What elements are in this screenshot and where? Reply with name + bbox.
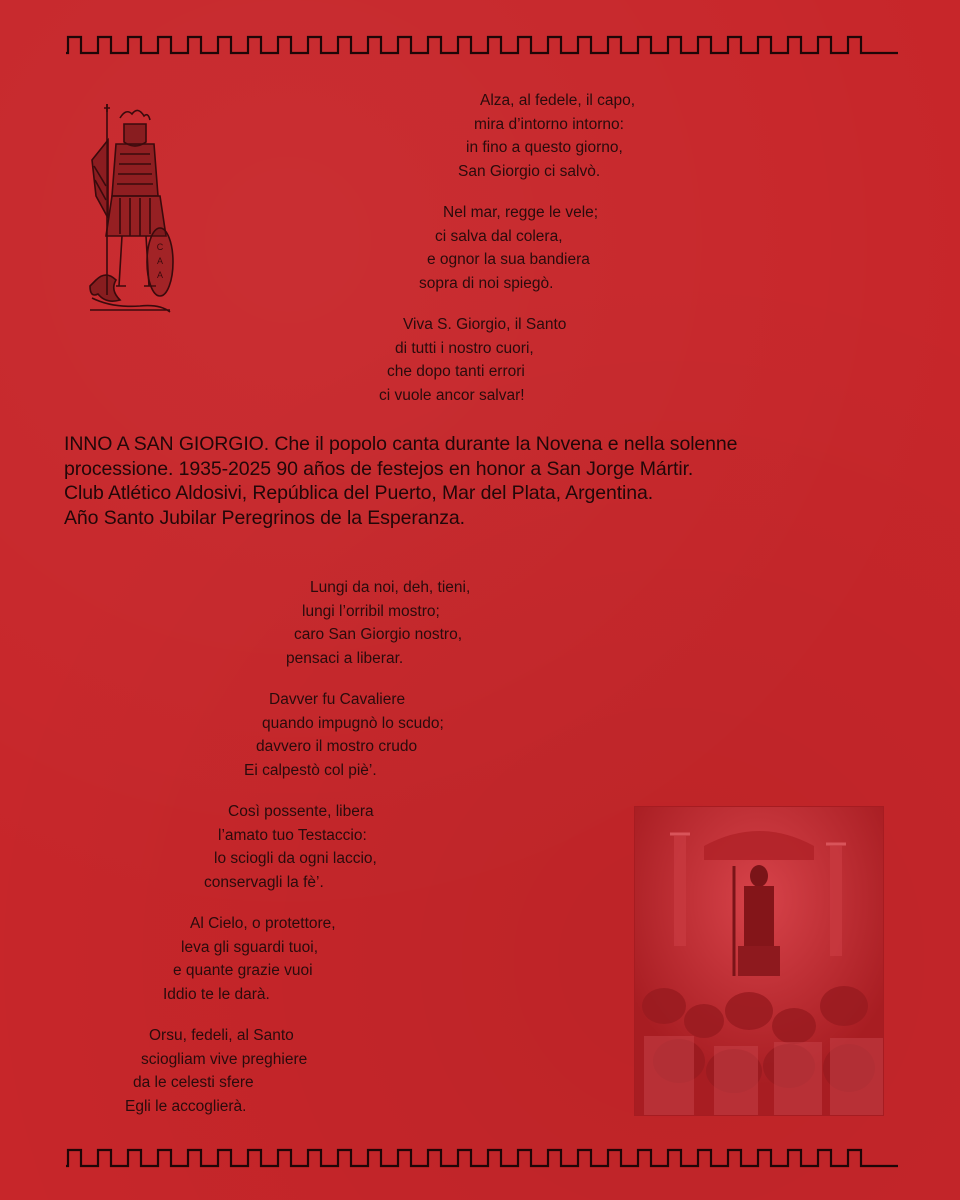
svg-text:C: C: [156, 242, 164, 252]
verse-line: Iddio te le darà.: [163, 985, 270, 1003]
verse-line: Davver fu Cavaliere: [269, 691, 406, 708]
stanza-top-3: [379, 313, 566, 407]
verse-line: Orsu, fedeli, al Santo: [149, 1027, 294, 1044]
headline-paragraph: [64, 432, 924, 530]
verse-line: Ei calpestò col piè’.: [244, 761, 377, 779]
verse-line: conservagli la fè’.: [204, 873, 324, 891]
stanza-bottom-4: [163, 912, 336, 1006]
stanza-bottom-3: [204, 800, 377, 894]
verse-line: da le celesti sfere: [133, 1074, 254, 1091]
greek-key-border-bottom: [66, 1147, 898, 1169]
stanza-bottom-1: [286, 576, 470, 670]
verse-line: ci salva dal colera,: [435, 227, 563, 245]
stanza-top-1: [458, 89, 635, 183]
verse-line: pensaci a liberar.: [286, 649, 404, 667]
stanza-bottom-2: [244, 688, 444, 782]
stanza-top-2: [419, 201, 598, 295]
stanza-bottom-5: [125, 1024, 307, 1118]
verse-line: di tutti i nostro cuori,: [395, 339, 534, 357]
headline-line: INNO A SAN GIORGIO. Che il popolo canta durante la Novena e nella solenne: [64, 433, 738, 455]
verse-line: leva gli sguardi tuoi,: [181, 938, 318, 956]
greek-key-border-top: [66, 34, 898, 56]
verse-line: Al Cielo, o protettore,: [190, 915, 336, 932]
saint-george-figure-icon: [86, 100, 176, 320]
verse-line: ci vuole ancor salvar!: [379, 386, 525, 404]
headline-line: Club Atlético Aldosivi, República del Puerto, Mar del Plata, Argentina.: [64, 482, 654, 504]
verse-line: Viva S. Giorgio, il Santo: [403, 316, 567, 333]
verse-line: davvero il mostro crudo: [256, 738, 418, 755]
verse-line: e quante grazie vuoi: [173, 962, 313, 979]
verse-line: che dopo tanti errori: [387, 363, 525, 380]
verse-line: Così possente, libera: [228, 803, 374, 820]
verse-line: Lungi da noi, deh, tieni,: [310, 579, 471, 596]
procession-photo: [634, 806, 884, 1116]
verse-line: quando impugnò lo scudo;: [262, 714, 444, 732]
verse-line: mira d’intorno intorno:: [474, 115, 624, 133]
verse-line: in fino a questo giorno,: [466, 139, 623, 156]
verse-line: sciogliam vive preghiere: [141, 1050, 308, 1068]
headline-line: Año Santo Jubilar Peregrinos de la Esperanza.: [64, 506, 465, 529]
verse-line: San Giorgio ci salvò.: [458, 162, 601, 180]
verse-line: l’amato tuo Testaccio:: [218, 826, 367, 844]
verse-line: lo sciogli da ogni laccio,: [214, 850, 377, 867]
procession-photo-icon: [634, 806, 884, 1116]
verse-line: e ognor la sua bandiera: [427, 251, 590, 268]
verse-line: lungi l’orribil mostro;: [302, 602, 440, 620]
verse-line: Nel mar, regge le vele;: [443, 204, 599, 221]
svg-text:A: A: [156, 256, 164, 266]
verse-line: Egli le accoglierà.: [125, 1097, 247, 1115]
verse-line: sopra di noi spiegò.: [419, 274, 554, 292]
svg-text:A: A: [156, 270, 164, 280]
verse-line: caro San Giorgio nostro,: [294, 626, 463, 643]
headline-line: processione. 1935-2025 90 años de festejos en honor a San Jorge Mártir.: [64, 457, 694, 480]
verse-line: Alza, al fedele, il capo,: [480, 92, 636, 109]
